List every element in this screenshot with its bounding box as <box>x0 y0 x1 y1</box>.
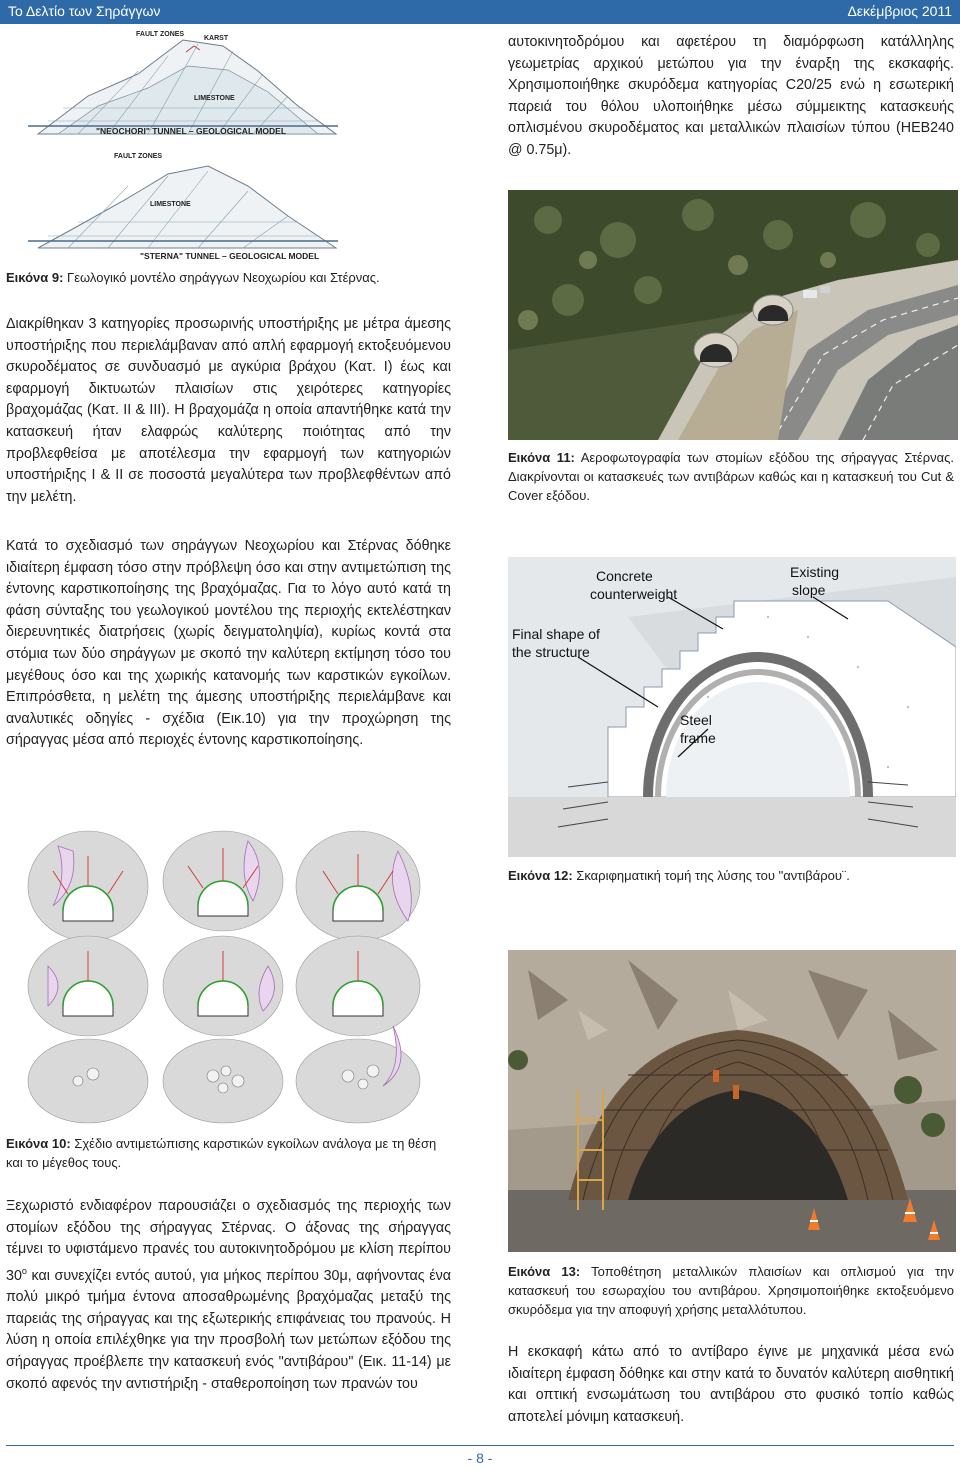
left-paragraph-3 <box>6 1196 451 1395</box>
figure-12-label: Εικόνα 12: <box>508 868 573 883</box>
karst-label: KARST <box>204 35 229 42</box>
aerial-photo-image <box>508 190 958 440</box>
limestone-label: LIMESTONE <box>194 95 235 102</box>
slope-label: slope <box>792 582 826 598</box>
figure-9-caption-text: Γεωλογικό μοντέλο σηράγγων Νεοχωρίου και Στέρνας. <box>63 270 380 285</box>
steel-label: Steel <box>680 712 712 728</box>
page-header <box>0 0 960 24</box>
limestone-label-2: LIMESTONE <box>150 201 191 208</box>
figure-12-caption <box>508 866 954 885</box>
left-paragraph-3-part2: και συνεχίζει εντός αυτού, για μήκος περίπου 30μ, αφήνοντας ένα πολύ μικρό τμήμα έντονα αποσαθρωμένης βραχόμαζας μεταξύ της παρειάς της σήραγγας και της εξωτερικής επιφάνειας του πρανούς. Η λύση η οποία επιλέχθηκε για την προσβολή των μετώπων εξόδου της σήραγγας προέβλεπε την κατασκευή ενός "αντιβάρου" (Εικ. 11-14) με σκοπό αφενός την αντιστήριξη - σταθεροποίηση των πρανών του <box>6 1267 451 1392</box>
construction-photo-image <box>508 950 956 1252</box>
figure-12-counterweight-section <box>508 557 956 857</box>
right-bottom-paragraph: Η εκσκαφή κάτω από το αντίβαρο έγινε με μηχανικά μέσα ενώ ιδιαίτερη έμφαση δόθηκε και στην κατά το δυνατόν καλύτερη αισθητική και οπτική ενσωμάτωση του αντιβάρου στο φυσικό τοπίο καθώς αποτελεί μόνιμη κατασκευή. <box>508 1344 954 1425</box>
figure-11-aerial-photo <box>508 190 958 440</box>
left-paragraph-3-part1: Ξεχωριστό ενδιαφέρον παρουσιάζει ο σχεδιασμός της περιοχής των στομίων εξόδου της σήραγγας Στέρνας. Ο άξονας της σήραγγας τέμνει το υφιστάμενο πρανές του αυτοκινητοδρόμου με κλίση περίπου 30 <box>6 1198 451 1284</box>
figure-11-caption-text: Αεροφωτογραφία των στομίων εξόδου της σήραγγας Στέρνας. Διακρίνονται οι κατασκευές των αντιβάρων καθώς και η κατασκευή του Cut & Cover εξόδου. <box>508 450 955 503</box>
figure-13-caption <box>508 1262 954 1319</box>
geological-model-drawing <box>18 26 342 262</box>
concrete-label: Concrete <box>596 568 653 584</box>
degree-superscript: ο <box>21 1265 27 1276</box>
header-title: Το Δελτίο των Σηράγγων <box>8 3 161 19</box>
figure-10-caption-text: Σχέδιο αντιμετώπισης καρστικών εγκοίλων ανάλογα με τη θέση και το μέγεθος τους. <box>6 1136 437 1170</box>
existing-label: Existing <box>790 564 840 580</box>
figure-13-construction-photo <box>508 950 956 1252</box>
figure-13-caption-text: Τοποθέτηση μεταλλικών πλαισίων και οπλισμού για την κατασκευή του εσωραχίου του αντιβάρου. Χρησιμοποιήθηκε εκτοξευόμενο σκυρόδεμα για την αποφυγή χρήσης μεταλλότυπου. <box>508 1264 954 1317</box>
figure-12-caption-text: Σκαριφηματική τομή της λύσης του "αντιβάρου¨. <box>572 868 850 883</box>
figure-10-karst-treatment <box>18 826 450 1126</box>
karst-treatment-drawing <box>18 826 450 1126</box>
figure-9-geological-models <box>18 26 342 262</box>
fault-zones-label: FAULT ZONES <box>136 31 185 38</box>
sterna-model-title: "STERNA" TUNNEL – GEOLOGICAL MODEL <box>140 251 320 261</box>
figure-9-caption <box>6 268 456 287</box>
final-shape-label: Final shape of <box>512 626 600 642</box>
right-top-paragraph: αυτοκινητοδρόμου και αφετέρου τη διαμόρφωση κατάλληλης γεωμετρίας αρχικού μετώπου για την έναρξη της εκσκαφής. Χρησιμοποιήθηκε σκυρόδεμα κατηγορίας C20/25 ενώ η εσωτερική παρειά του θόλου υλοποιήθηκε μέσω σύμμεικτης κατασκευής οπλισμένου σκυροδέματος και μεταλλικών πλαισίων τύπου (HEB240 @ 0.75μ). <box>508 34 954 158</box>
figure-13-label: Εικόνα 13: <box>508 1264 581 1279</box>
footer-rule <box>6 1445 954 1446</box>
page-footer <box>0 1445 960 1469</box>
the-structure-label: the structure <box>512 644 590 660</box>
figure-9-label: Εικόνα 9: <box>6 270 64 285</box>
counterweight-section-drawing <box>508 557 956 857</box>
figure-10-caption <box>6 1134 456 1172</box>
counterweight-label: counterweight <box>590 586 678 602</box>
header-date: Δεκέμβριος 2011 <box>847 3 952 19</box>
frame-label: frame <box>680 730 716 746</box>
neochori-model-title: "NEOCHORI" TUNNEL – GEOLOGICAL MODEL <box>96 126 287 136</box>
figure-11-label: Εικόνα 11: <box>508 450 575 465</box>
left-paragraph-2: Κατά το σχεδιασμό των σηράγγων Νεοχωρίου και Στέρνας δόθηκε ιδιαίτερη έμφαση τόσο στην πρόβλεψη όσο και στην αντιμετώπιση της έντονης καρστικοποίησης της βραχόμαζας. Για το λόγο αυτό κατά τη φάση σύνταξης του γεωλογικού μοντέλου της περιοχής εκτελέστηκαν διερευνητικές διατρήσεις (χωρίς δειγματοληψία), κυρίως κοντά στα στόμια των δύο σηράγγων με σκοπό την καλύτερη εκτίμηση τόσο του μεγέθους όσο και της χωρικής κατανομής των καρστικών εγκοίλων. Επιπρόσθετα, η μελέτη της άμεσης υποστήριξης περιελάμβανε και αναλυτικές οδηγίες - σχέδια (Εικ.10) για την προχώρηση της σήραγγας μέσα από περιοχές έντονης καρστικοποίησης. <box>6 538 451 749</box>
page-number: - 8 - <box>467 1450 493 1466</box>
left-paragraph-1: Διακρίθηκαν 3 κατηγορίες προσωρινής υποστήριξης με μέτρα άμεσης υποστήριξης που περιελάμβαναν από απλή εφαρμογή εκτοξευόμενου σκυροδέματος σε συνδυασμό με αγκύρια βράχου (Κατ. Ι) έως και εφαρμογή δικτυωτών πλαισίων στις χειρότερες κατηγορίες βραχομάζας (Κατ. ΙΙ & ΙΙΙ). Η βραχομάζα η οποία απαντήθηκε κατά την κατασκευή ήταν ελαφρώς καλύτερης ποιότητας από την προβλεφθείσα με αποτέλεσμα την εφαρμογή των κατηγοριών υποστήριξης Ι & ΙΙ σε ποσοστά μεγαλύτερα των προβλεφθέντων από την μελέτη. <box>6 316 451 505</box>
figure-10-label: Εικόνα 10: <box>6 1136 71 1151</box>
fault-zones-label-2: FAULT ZONES <box>114 153 163 160</box>
figure-11-caption <box>508 448 954 505</box>
